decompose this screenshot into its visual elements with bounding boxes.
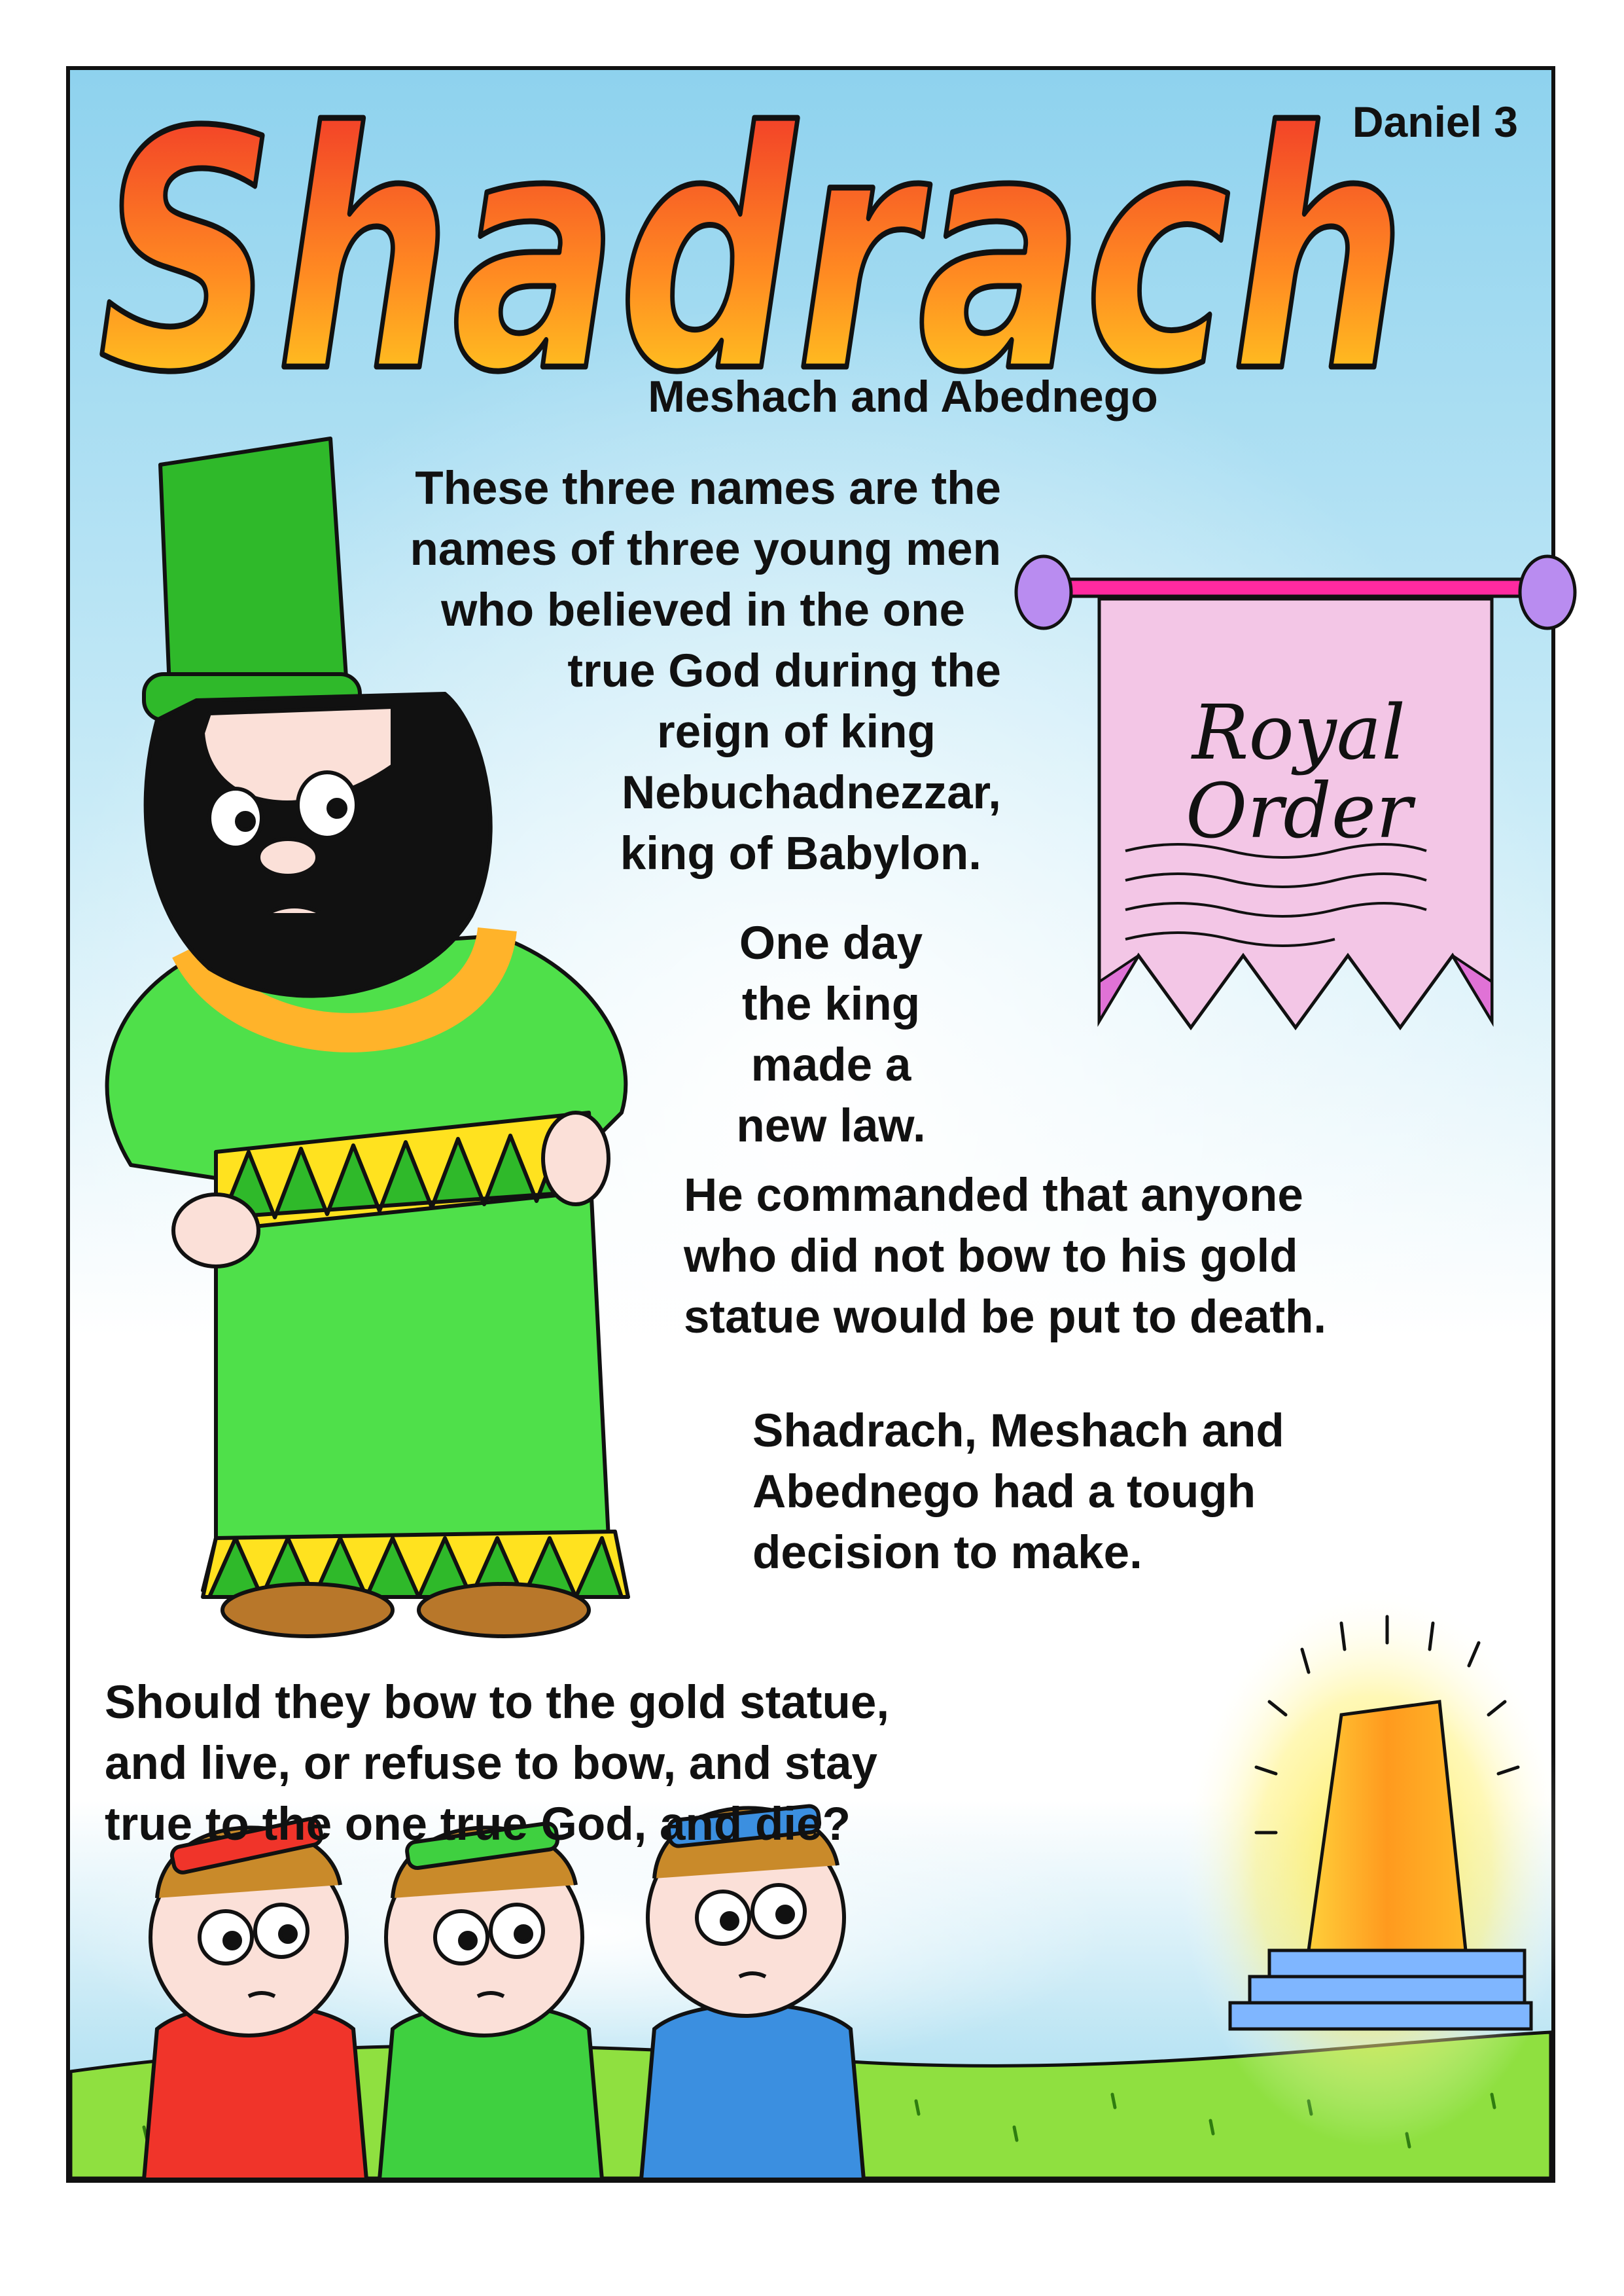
command-paragraph [684, 1165, 1469, 1348]
intro-line: who believed in the one [441, 584, 965, 636]
scripture-reference: Daniel 3 [1352, 98, 1518, 146]
banner-line-2: Order [1186, 768, 1412, 855]
question-line: and live, or refuse to bow, and stay [105, 1738, 877, 1789]
question-line: Should they bow to the gold statue, [105, 1677, 890, 1729]
law-line: made a [750, 1039, 911, 1091]
decision-line: decision to make. [752, 1527, 1142, 1579]
intro-line: king of Babylon. [620, 828, 981, 880]
decision-paragraph [752, 1401, 1407, 1583]
command-line: He commanded that anyone [684, 1170, 1303, 1221]
law-paragraph [707, 913, 955, 1157]
law-line: One day [739, 918, 923, 969]
banner-line-1: Royal [1192, 689, 1406, 777]
title-graphic: Shadrach [98, 63, 1407, 444]
intro-line: These three names are the [415, 463, 1001, 514]
decision-line: Shadrach, Meshach and [752, 1405, 1284, 1457]
law-line: the king [741, 978, 921, 1030]
subtitle: Meshach and Abednego [648, 372, 1158, 422]
intro-line: Nebuchadnezzar, [622, 767, 1001, 819]
command-line: who did not bow to his gold [684, 1230, 1298, 1282]
question-paragraph [105, 1672, 1086, 1855]
decision-line: Abednego had a tough [752, 1466, 1256, 1518]
question-line: true to the one true God, and die? [105, 1799, 851, 1850]
intro-paragraph [275, 458, 1001, 884]
intro-line: names of three young men [410, 524, 1001, 575]
command-line: statue would be put to death. [684, 1291, 1327, 1343]
law-line: new law. [736, 1100, 926, 1152]
golden-statue [1178, 1584, 1570, 2147]
intro-line: reign of king [657, 706, 936, 758]
banner-text [1122, 689, 1475, 855]
intro-line: true God during the [567, 645, 1001, 697]
